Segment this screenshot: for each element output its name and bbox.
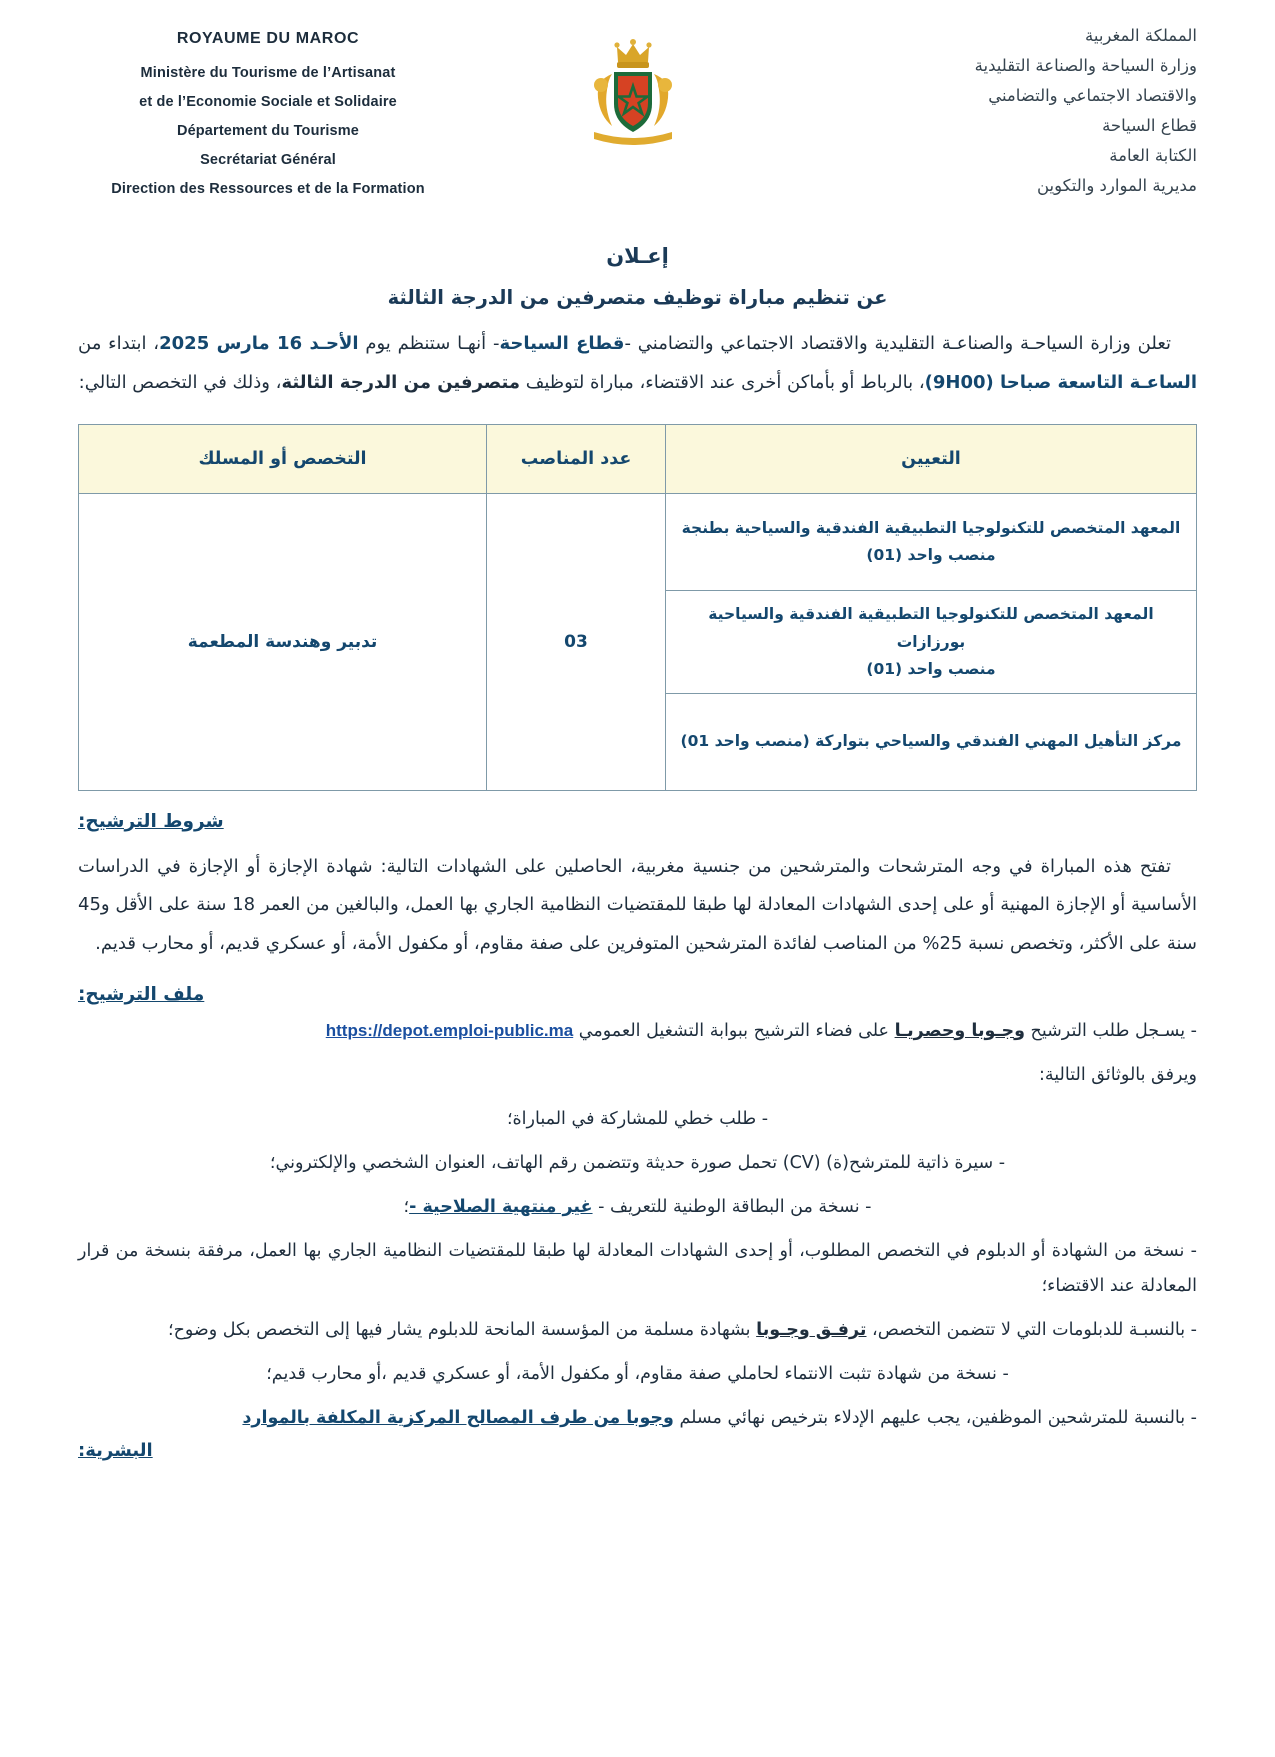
- positions-table: [78, 424, 1197, 790]
- file-item7-text-a: - بالنسبة للمترشحين الموظفين، يجب عليهم الإدلاء بترخيص نهائي مسلم: [673, 1407, 1197, 1428]
- assignment-2-line-1: المعهد المتخصص للتكنولوجيا التطبيقية الفندقية والسياحية بورزازات: [708, 605, 1154, 651]
- file-item3-text-b: ؛: [403, 1196, 410, 1217]
- conditions-paragraph: تفتح هذه المباراة في وجه المترشحات والمترشحين من جنسية مغربية، الحاصلين على الشهادات التالية: شهادة الإجازة أو الإجازة في الدراسات الأساسية أو الإجازة المهنية أو على إحدى الشهادات المعادلة لها طبقا للمقتضيات النظامية الجاري بها العمل، والبالغين من العمر 18 سنة على الأقل و45 سنة على الأكثر، وتخصص نسبة 25% من المناصب لفائدة المترشحين المتوفرين على صفة مقاوم، أو مكفول الأمة، أو عسكري قديم، أو محارب قديم.: [78, 855, 1197, 955]
- file-item-4: - نسخة من الشهادة أو الدبلوم في التخصص المطلوب، أو إحدى الشهادات المعادلة لها طبقا للمقتضيات النظامية الجاري بها العمل، مرفقة بنسخة من قرار المعادلة عند الاقتضاء؛: [78, 1240, 1197, 1296]
- table-row: [79, 494, 1197, 591]
- intro-paragraph: [78, 325, 1197, 402]
- file-item5-text-b: بشهادة مسلمة من المؤسسة المانحة للدبلوم يشار فيها إلى التخصص بكل وضوح؛: [168, 1319, 757, 1340]
- assignment-1-line-1: المعهد المتخصص للتكنولوجيا التطبيقية الفندقية والسياحية بطنجة: [681, 519, 1181, 538]
- column-header-assignment: التعيين: [665, 425, 1196, 494]
- positions-count-cell: 03: [487, 494, 666, 790]
- header-french-line-2: et de l’Economie Sociale et Solidaire: [139, 94, 397, 110]
- header-french-line-3: Département du Tourisme: [176, 123, 360, 139]
- document-header: [78, 18, 1197, 208]
- file-item3-validity: غير منتهية الصلاحية -: [409, 1196, 593, 1217]
- page-subtitle: عن تنظيم مباراة توظيف متصرفين من الدرجة الثالثة: [387, 286, 888, 309]
- header-french-line-5: Direction des Ressources et de la Formation: [111, 181, 425, 197]
- specialty-cell: تدبير وهندسة المطعمة: [79, 494, 487, 790]
- header-french-block: [78, 18, 458, 210]
- intro-grade: متصرفين من الدرجة الثالثة: [281, 371, 520, 393]
- file-registration-line: [78, 1014, 1197, 1049]
- header-french-title: ROYAUME DU MAROC: [176, 30, 360, 47]
- intro-text-a: تعلن وزارة السياحـة والصناعـة التقليدية والاقتصاد الاجتماعي والتضامني -: [624, 333, 1172, 354]
- header-arabic-line-2: وزارة السياحة والصناعة التقليدية: [974, 56, 1197, 75]
- file-item-1: - طلب خطي للمشاركة في المباراة؛: [506, 1108, 769, 1129]
- intro-text-b: - أنهـا ستنظم يوم: [358, 333, 500, 354]
- header-arabic-line-5: الكتابة العامة: [1109, 146, 1197, 165]
- file-item7-authority: وجوبا من طرف المصالح المركزية المكلفة بالموارد: [242, 1407, 674, 1428]
- intro-text-e: ، وذلك في التخصص التالي:: [78, 371, 282, 393]
- intro-sector: قطاع السياحة: [499, 333, 625, 354]
- file-item3-text-a: - نسخة من البطاقة الوطنية للتعريف -: [592, 1196, 872, 1217]
- header-arabic-line-3: والاقتصاد الاجتماعي والتضامني: [988, 86, 1197, 105]
- file-line1-text-b: على فضاء الترشيح ببوابة التشغيل العمومي: [573, 1020, 895, 1041]
- column-header-positions-count: عدد المناصب: [487, 425, 666, 494]
- intro-text-d: ، بالرباط أو بأماكن أخرى عند الاقتضاء، مباراة لتوظيف: [520, 371, 925, 393]
- header-french-line-4: Secrétariat Général: [200, 152, 336, 168]
- assignment-cell-3: [665, 693, 1196, 790]
- intro-text-c: ، ابتداء من: [78, 333, 160, 354]
- intro-time: الساعـة التاسعة صباحا (9H00): [924, 371, 1197, 393]
- header-french-line-1: Ministère du Tourisme de l’Artisanat: [140, 65, 396, 81]
- file-heading: ملف الترشيح:: [78, 983, 205, 1005]
- file-item5-mandatory: ترفـق وجـوبا: [756, 1319, 867, 1340]
- file-item-5: [78, 1313, 1197, 1348]
- conditions-heading: شروط الترشيح:: [78, 810, 224, 832]
- file-item-2: - سيرة ذاتية للمترشح(ة) (CV) تحمل صورة حديثة وتتضمن رقم الهاتف، العنوان الشخصي والإلكتروني؛: [269, 1152, 1006, 1173]
- morocco-coat-of-arms-icon: [568, 18, 698, 156]
- file-item-3: [78, 1190, 1197, 1225]
- header-arabic-block: [807, 18, 1197, 206]
- file-line1-text-a: - يسـجل طلب الترشيح: [1024, 1020, 1197, 1041]
- file-item-6: - نسخة من شهادة تثبت الانتماء لحاملي صفة مقاوم، أو مكفول الأمة، أو عسكري قديم ،أو محارب قديم؛: [266, 1363, 1009, 1384]
- header-arabic-line-1: المملكة المغربية: [1085, 26, 1197, 45]
- file-item-7: [78, 1401, 1197, 1436]
- assignment-2-line-2: منصب واحد (01): [866, 659, 996, 678]
- intro-date: الأحـد 16 مارس 2025: [159, 333, 359, 354]
- header-arabic-line-4: قطاع السياحة: [1102, 116, 1197, 135]
- assignment-cell-1: [665, 494, 1196, 591]
- file-item7-tail: البشرية:: [78, 1439, 153, 1461]
- file-line1-mandatory: وجـوبا وحصريـا: [894, 1020, 1025, 1041]
- column-header-specialty: التخصص أو المسلك: [79, 425, 487, 494]
- assignment-1-line-2: منصب واحد (01): [866, 546, 996, 565]
- application-portal-link[interactable]: https://depot.emploi-public.ma: [325, 1020, 574, 1040]
- file-attach-line: ويرفق بالوثائق التالية:: [1038, 1064, 1197, 1085]
- page-title: إعـلان: [606, 244, 669, 268]
- file-item5-text-a: - بالنسبـة للدبلومات التي لا تتضمن التخصص،: [866, 1319, 1197, 1340]
- assignment-cell-2: [665, 591, 1196, 693]
- table-header-row: [79, 425, 1197, 494]
- header-arabic-line-6: مديرية الموارد والتكوين: [1036, 176, 1197, 195]
- assignment-3-line-1: مركز التأهيل المهني الفندقي والسياحي بتواركة (منصب واحد 01): [680, 732, 1182, 751]
